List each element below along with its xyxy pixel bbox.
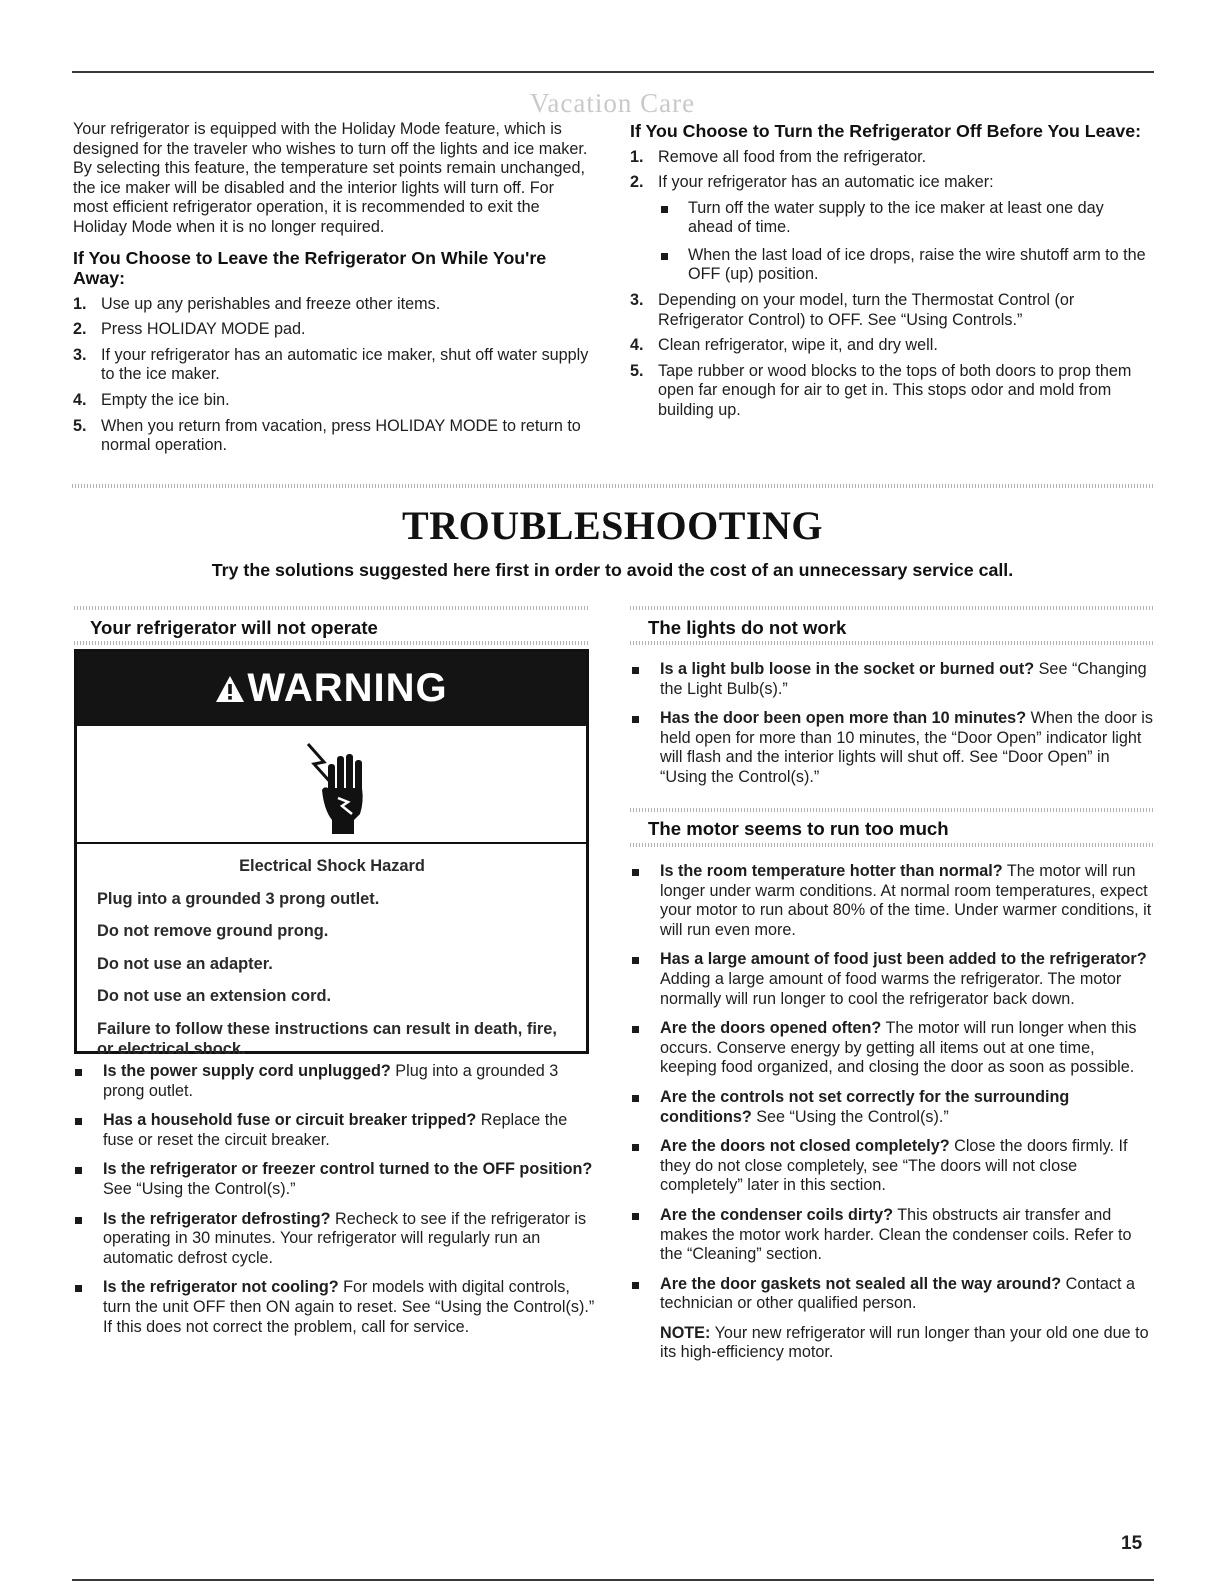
section-divider bbox=[630, 843, 1154, 847]
bullet-square-icon bbox=[661, 253, 668, 260]
bullet-square-icon bbox=[75, 1285, 82, 1292]
bullet-square-icon bbox=[632, 1095, 639, 1102]
bottom-rule bbox=[72, 1579, 1154, 1581]
bullet-square-icon bbox=[632, 1026, 639, 1033]
section-divider bbox=[630, 641, 1154, 645]
vacation-right-column bbox=[630, 121, 1152, 421]
bullet-square-icon bbox=[632, 667, 639, 674]
not-operate-heading: Your refrigerator will not operate bbox=[90, 617, 378, 638]
section-divider bbox=[72, 484, 1154, 488]
vacation-left-column bbox=[73, 120, 593, 456]
section-divider bbox=[74, 641, 589, 645]
lights-heading: The lights do not work bbox=[648, 617, 847, 638]
electrical-warning-box bbox=[74, 649, 589, 1058]
motor-list bbox=[630, 862, 1154, 1363]
leave-on-steps bbox=[73, 295, 593, 456]
warning-label: WARNING bbox=[77, 666, 586, 711]
list-item: Has a large amount of food just been added to the refrigerator? Adding a large amount of food warms the refrigerator. The motor normally will run longer to cool the refrigerator back down. bbox=[630, 950, 1154, 1009]
list-item: 5. Tape rubber or wood blocks to the tops of both doors to prop them open far enough for air to get in. This stops odor and mold from building up. bbox=[630, 361, 1132, 420]
turn-off-steps bbox=[630, 148, 1152, 421]
holiday-mode-intro: Your refrigerator is equipped with the Holiday Mode feature, which is designed for the traveler who wishes to turn off the lights and ice maker. By selecting this feature, the temperature set points remain unchanged, the ice maker will be disabled and the interior lights will turn off. For most efficient refrigerator operation, it is recommended to exit the Holiday Mode when it is no longer required. bbox=[73, 120, 588, 236]
motor-heading: The motor seems to run too much bbox=[648, 818, 949, 839]
warning-text bbox=[97, 857, 567, 1072]
section-divider bbox=[630, 606, 1154, 610]
warning-line: Do not use an adapter. bbox=[97, 954, 273, 973]
section-divider bbox=[630, 808, 1154, 812]
section-divider bbox=[74, 606, 589, 610]
list-item: Are the doors not closed completely? Close the doors firmly. If they do not close completely, see “The doors will not close completely” later in this section. bbox=[630, 1137, 1154, 1196]
list-item: Are the door gaskets not sealed all the way around? Contact a technician or other qualified person. bbox=[630, 1275, 1154, 1314]
list-item: Are the controls not set correctly for the surrounding conditions? See “Using the Control(s).” bbox=[630, 1088, 1154, 1127]
page-number: 15 bbox=[1121, 1533, 1143, 1554]
list-item: 2. If your refrigerator has an automatic ice maker: Turn off the water supply to the ice maker at least one day ahead of time. When the last load of ice drops, raise the wire shutoff arm to the OFF (up) position. bbox=[630, 173, 1152, 285]
bullet-square-icon bbox=[632, 1144, 639, 1151]
warning-line: Do not remove ground prong. bbox=[97, 922, 329, 941]
warning-line: Failure to follow these instructions can result in death, fire, or electrical shock. bbox=[97, 1019, 557, 1058]
list-item: Is the refrigerator not cooling? For models with digital controls, turn the unit OFF then ON again to reset. See “Using the Control(s).” If this does not correct the problem, call for service. bbox=[73, 1278, 598, 1337]
list-item: 4. Clean refrigerator, wipe it, and dry well. bbox=[630, 336, 938, 355]
list-item: 1. Use up any perishables and freeze other items. bbox=[73, 294, 441, 313]
warning-divider bbox=[77, 842, 586, 844]
electric-shock-hand-icon bbox=[302, 742, 372, 837]
list-item: Are the doors opened often? The motor will run longer when this occurs. Conserve energy by getting all items out at one time, keeping food organized, and closing the door as soon as possible. bbox=[630, 1019, 1154, 1078]
warning-band bbox=[77, 652, 586, 726]
bullet-square-icon bbox=[632, 1282, 639, 1289]
bullet-square-icon bbox=[75, 1069, 82, 1076]
list-item: 3. If your refrigerator has an automatic ice maker, shut off water supply to the ice maker. bbox=[73, 345, 589, 384]
list-item: Is the room temperature hotter than normal? The motor will run longer under warm conditions. At normal room temperatures, expect your motor to run about 80% of the time. Under warmer conditions, it will run even more. bbox=[630, 862, 1154, 940]
list-item: 2. Press HOLIDAY MODE pad. bbox=[73, 320, 306, 339]
warning-line: Do not use an extension cord. bbox=[97, 987, 332, 1006]
not-operate-list bbox=[73, 1062, 598, 1337]
motor-note: NOTE: Your new refrigerator will run longer than your old one due to its high-efficiency motor. bbox=[660, 1323, 1149, 1362]
bullet-square-icon bbox=[632, 1213, 639, 1220]
bullet-square-icon bbox=[632, 716, 639, 723]
bullet-square-icon bbox=[632, 869, 639, 876]
list-item: 5. When you return from vacation, press HOLIDAY MODE to return to normal operation. bbox=[73, 416, 581, 455]
list-item: Has a household fuse or circuit breaker tripped? Replace the fuse or reset the circuit breaker. bbox=[73, 1111, 598, 1150]
list-item: Has the door been open more than 10 minutes? When the door is held open for more than 10 minutes, the “Door Open” indicator light will flash and the interior lights will shut off. See “Door Open” in “Using the Control(s).” bbox=[630, 709, 1154, 787]
turn-off-heading: If You Choose to Turn the Refrigerator Off Before You Leave: bbox=[630, 121, 1142, 141]
warning-triangle-icon bbox=[215, 675, 245, 703]
list-item: When the last load of ice drops, raise the wire shutoff arm to the OFF (up) position. bbox=[658, 246, 1152, 285]
list-item: Is the refrigerator or freezer control turned to the OFF position? See “Using the Control(s).” bbox=[73, 1160, 598, 1199]
bullet-square-icon bbox=[75, 1167, 82, 1174]
bullet-square-icon bbox=[661, 206, 668, 213]
ice-maker-bullets bbox=[658, 199, 1152, 285]
hazard-title: Electrical Shock Hazard bbox=[239, 857, 425, 875]
list-item: 1. Remove all food from the refrigerator. bbox=[630, 147, 927, 166]
list-item: Turn off the water supply to the ice maker at least one day ahead of time. bbox=[658, 199, 1152, 238]
list-item: Is a light bulb loose in the socket or burned out? See “Changing the Light Bulb(s).” bbox=[630, 660, 1154, 699]
vacation-care-title: Vacation Care bbox=[529, 88, 696, 118]
bullet-square-icon bbox=[632, 957, 639, 964]
list-item: Is the power supply cord unplugged? Plug into a grounded 3 prong outlet. bbox=[73, 1062, 598, 1101]
bullet-square-icon bbox=[75, 1217, 82, 1224]
list-item: Are the condenser coils dirty? This obstructs air transfer and makes the motor work harder. Clean the condenser coils. Refer to the “Cleaning” section. bbox=[630, 1206, 1154, 1265]
bullet-square-icon bbox=[75, 1118, 82, 1125]
leave-on-heading: If You Choose to Leave the Refrigerator On While You're Away: bbox=[73, 247, 547, 289]
troubleshooting-subtitle: Try the solutions suggested here first in order to avoid the cost of an unnecessary service call. bbox=[211, 560, 1014, 580]
warning-line: Plug into a grounded 3 prong outlet. bbox=[97, 889, 380, 908]
troubleshooting-title: TROUBLESHOOTING bbox=[402, 503, 823, 548]
list-item: 3. Depending on your model, turn the Thermostat Control (or Refrigerator Control) to OFF. See “Using Controls.” bbox=[630, 291, 1075, 329]
list-item: 4. Empty the ice bin. bbox=[73, 390, 230, 409]
top-rule bbox=[72, 71, 1154, 73]
list-item: Is the refrigerator defrosting? Recheck to see if the refrigerator is operating in 30 minutes. Your refrigerator will regularly run an automatic defrost cycle. bbox=[73, 1210, 598, 1269]
lights-list bbox=[630, 660, 1154, 788]
